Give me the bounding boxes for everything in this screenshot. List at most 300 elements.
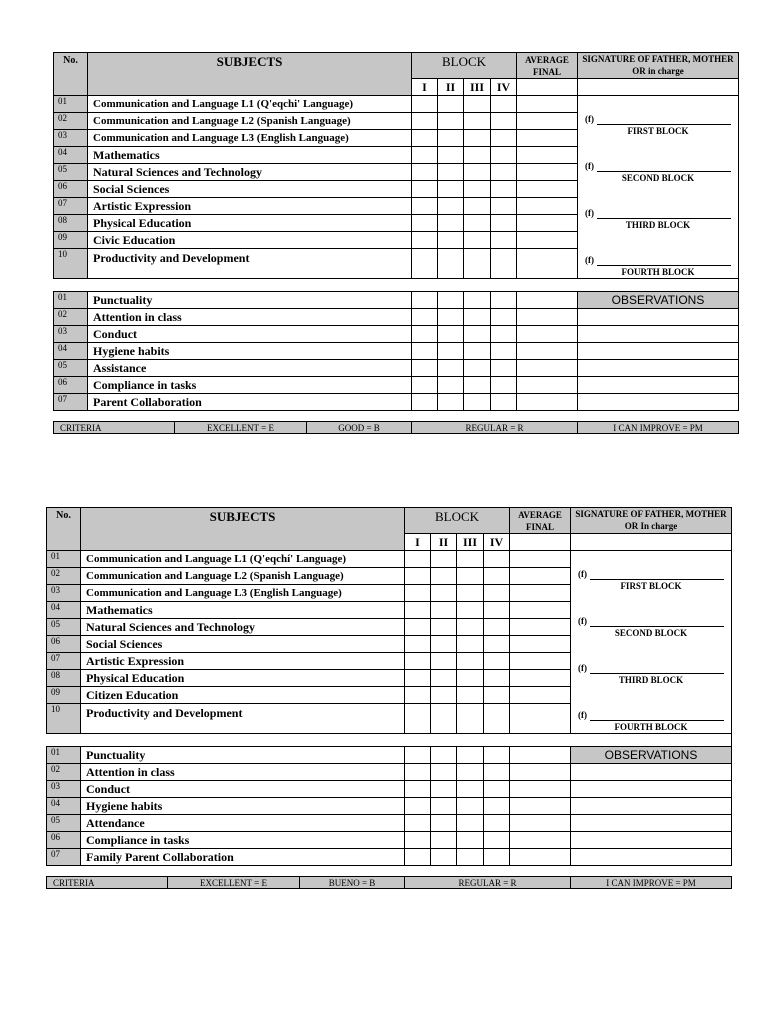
- observation-cell[interactable]: [571, 781, 732, 798]
- criteria-item: GOOD = B: [307, 422, 412, 434]
- grade-cell[interactable]: [405, 687, 431, 704]
- block-col-1: I: [412, 79, 438, 96]
- signature-block-label: THIRD BLOCK: [618, 675, 684, 685]
- habit-average-cell[interactable]: [517, 343, 578, 360]
- habit-grade-cell[interactable]: [405, 798, 431, 815]
- observation-cell[interactable]: [571, 798, 732, 815]
- subject-name: Civic Education: [88, 232, 412, 249]
- grade-cell[interactable]: [438, 232, 464, 249]
- subject-name: Communication and Language L1 (Q'eqchí' Language): [81, 551, 405, 568]
- grade-cell[interactable]: [484, 670, 510, 687]
- habit-average-cell[interactable]: [510, 815, 571, 832]
- observations-header: OBSERVATIONS: [578, 292, 739, 309]
- habit-average-cell[interactable]: [517, 377, 578, 394]
- block-col-3: III: [457, 534, 484, 551]
- grade-cell[interactable]: [464, 164, 491, 181]
- habit-average-cell[interactable]: [517, 292, 578, 309]
- grade-cell[interactable]: [412, 113, 438, 130]
- grade-cell[interactable]: [405, 619, 431, 636]
- signature-line: [597, 124, 731, 125]
- subject-row: [54, 96, 739, 113]
- grade-cell[interactable]: [412, 147, 438, 164]
- grade-cell[interactable]: [431, 636, 457, 653]
- header-no: No.: [54, 53, 88, 96]
- signature-line: [597, 265, 731, 266]
- habit-grade-cell[interactable]: [438, 360, 464, 377]
- habit-row: [54, 360, 739, 377]
- grade-cell[interactable]: [484, 653, 510, 670]
- habit-grade-cell[interactable]: [438, 292, 464, 309]
- block-col-3: III: [464, 79, 491, 96]
- grade-cell[interactable]: [431, 653, 457, 670]
- habit-grade-cell[interactable]: [431, 747, 457, 764]
- habit-name: Compliance in tasks: [88, 377, 412, 394]
- header-block: BLOCK: [412, 53, 517, 79]
- habit-grade-cell[interactable]: [464, 309, 491, 326]
- grade-cell[interactable]: [438, 147, 464, 164]
- habit-grade-cell[interactable]: [491, 394, 517, 411]
- habit-grade-cell[interactable]: [484, 781, 510, 798]
- habit-grade-cell[interactable]: [464, 377, 491, 394]
- habit-number: 03: [54, 326, 88, 343]
- average-cell[interactable]: [510, 602, 571, 619]
- block-col-4: IV: [491, 79, 517, 96]
- habit-row: [54, 309, 739, 326]
- header-no: No.: [47, 508, 81, 551]
- grade-cell[interactable]: [484, 551, 510, 568]
- habit-average-cell[interactable]: [517, 360, 578, 377]
- subject-number: 06: [47, 636, 81, 653]
- grade-cell[interactable]: [431, 568, 457, 585]
- average-cell[interactable]: [510, 653, 571, 670]
- subject-name: Communication and Language L2 (Spanish Language): [88, 113, 412, 130]
- habit-grade-cell[interactable]: [491, 326, 517, 343]
- criteria-item: BUENO = B: [300, 877, 405, 889]
- grade-cell[interactable]: [438, 249, 464, 279]
- habit-grade-cell[interactable]: [412, 309, 438, 326]
- habit-grade-cell[interactable]: [457, 781, 484, 798]
- habit-grade-cell[interactable]: [464, 292, 491, 309]
- habit-grade-cell[interactable]: [412, 343, 438, 360]
- subject-number: 03: [47, 585, 81, 602]
- habit-average-cell[interactable]: [510, 849, 571, 866]
- subject-number: 05: [47, 619, 81, 636]
- average-cell[interactable]: [510, 568, 571, 585]
- habit-grade-cell[interactable]: [412, 292, 438, 309]
- subject-name: Mathematics: [88, 147, 412, 164]
- grade-cell[interactable]: [457, 568, 484, 585]
- habit-row: [47, 798, 732, 815]
- subject-number: 04: [47, 602, 81, 619]
- grade-cell[interactable]: [405, 568, 431, 585]
- average-cell[interactable]: [517, 147, 578, 164]
- habit-number: 05: [47, 815, 81, 832]
- subject-name: Communication and Language L2 (Spanish Language): [81, 568, 405, 585]
- habit-name: Family Parent Collaboration: [81, 849, 405, 866]
- habit-grade-cell[interactable]: [438, 377, 464, 394]
- grade-cell[interactable]: [491, 198, 517, 215]
- grade-cell[interactable]: [491, 215, 517, 232]
- grade-cell[interactable]: [484, 602, 510, 619]
- subject-number: 10: [47, 704, 81, 734]
- signature-prefix: (f): [585, 161, 594, 171]
- observation-cell[interactable]: [578, 377, 739, 394]
- habit-row: [54, 377, 739, 394]
- grade-cell[interactable]: [431, 687, 457, 704]
- block-col-4: IV: [484, 534, 510, 551]
- grade-cell[interactable]: [457, 636, 484, 653]
- average-cell[interactable]: [517, 249, 578, 279]
- grade-cell[interactable]: [412, 215, 438, 232]
- signature-line: [590, 579, 724, 580]
- signature-prefix: (f): [585, 255, 594, 265]
- habit-grade-cell[interactable]: [491, 343, 517, 360]
- habit-number: 01: [54, 292, 88, 309]
- habit-grade-cell[interactable]: [457, 798, 484, 815]
- habit-grade-cell[interactable]: [412, 360, 438, 377]
- signature-prefix: (f): [585, 208, 594, 218]
- grade-cell[interactable]: [457, 704, 484, 734]
- grade-cell[interactable]: [464, 181, 491, 198]
- grade-cell[interactable]: [412, 130, 438, 147]
- subject-number: 05: [54, 164, 88, 181]
- subject-number: 06: [54, 181, 88, 198]
- subject-name: Mathematics: [81, 602, 405, 619]
- grade-cell[interactable]: [405, 653, 431, 670]
- grade-cell[interactable]: [491, 147, 517, 164]
- habit-average-cell[interactable]: [517, 326, 578, 343]
- grade-cell[interactable]: [431, 551, 457, 568]
- habit-grade-cell[interactable]: [431, 798, 457, 815]
- habit-number: 04: [47, 798, 81, 815]
- grade-cell[interactable]: [464, 130, 491, 147]
- habit-grade-cell[interactable]: [438, 309, 464, 326]
- habit-average-cell[interactable]: [510, 781, 571, 798]
- signature-block-label: SECOND BLOCK: [614, 628, 688, 638]
- habit-number: 03: [47, 781, 81, 798]
- habit-grade-cell[interactable]: [464, 326, 491, 343]
- habit-grade-cell[interactable]: [431, 781, 457, 798]
- habit-average-cell[interactable]: [510, 832, 571, 849]
- observation-cell[interactable]: [578, 343, 739, 360]
- habit-grade-cell[interactable]: [491, 360, 517, 377]
- grade-cell[interactable]: [464, 147, 491, 164]
- habit-grade-cell[interactable]: [484, 815, 510, 832]
- signature-line: [590, 720, 724, 721]
- subject-name: Communication and Language L3 (English Language): [88, 130, 412, 147]
- habit-grade-cell[interactable]: [438, 343, 464, 360]
- habit-name: Attention in class: [88, 309, 412, 326]
- subject-number: 07: [54, 198, 88, 215]
- criteria-item: CRITERIA: [54, 422, 175, 434]
- grade-cell[interactable]: [405, 704, 431, 734]
- habit-grade-cell[interactable]: [412, 326, 438, 343]
- grade-cell[interactable]: [464, 232, 491, 249]
- grade-cell[interactable]: [484, 704, 510, 734]
- criteria-item: EXCELLENT = E: [168, 877, 300, 889]
- header-signature: SIGNATURE OF FATHER, MOTHER OR In charge: [571, 508, 732, 534]
- header-signature: SIGNATURE OF FATHER, MOTHER OR in charge: [578, 53, 739, 79]
- grade-cell[interactable]: [484, 568, 510, 585]
- habit-number: 02: [54, 309, 88, 326]
- habit-row: [54, 326, 739, 343]
- subject-name: Social Sciences: [81, 636, 405, 653]
- observations-header: OBSERVATIONS: [571, 747, 732, 764]
- grade-cell[interactable]: [484, 619, 510, 636]
- average-subheader: [517, 79, 578, 96]
- habit-name: Punctuality: [81, 747, 405, 764]
- grade-cell[interactable]: [484, 687, 510, 704]
- habit-row: [54, 394, 739, 411]
- subject-name: Productivity and Development: [88, 249, 412, 279]
- criteria-item: CRITERIA: [47, 877, 168, 889]
- grade-cell[interactable]: [464, 198, 491, 215]
- average-cell[interactable]: [517, 215, 578, 232]
- subject-name: Natural Sciences and Technology: [81, 619, 405, 636]
- signature-prefix: (f): [578, 663, 587, 673]
- grade-cell[interactable]: [464, 96, 491, 113]
- grade-cell[interactable]: [412, 232, 438, 249]
- observation-cell[interactable]: [578, 394, 739, 411]
- signature-prefix: (f): [578, 710, 587, 720]
- grade-cell[interactable]: [405, 585, 431, 602]
- subject-name: Social Sciences: [88, 181, 412, 198]
- habit-grade-cell[interactable]: [457, 832, 484, 849]
- habit-grade-cell[interactable]: [412, 394, 438, 411]
- grade-cell[interactable]: [438, 215, 464, 232]
- grade-cell[interactable]: [457, 602, 484, 619]
- header-block: BLOCK: [405, 508, 510, 534]
- habit-number: 06: [54, 377, 88, 394]
- criteria-item: I CAN IMPROVE = PM: [578, 422, 739, 434]
- average-cell[interactable]: [510, 619, 571, 636]
- grade-cell[interactable]: [457, 653, 484, 670]
- habit-grade-cell[interactable]: [405, 815, 431, 832]
- grade-cell[interactable]: [438, 113, 464, 130]
- grade-cell[interactable]: [438, 130, 464, 147]
- observation-cell[interactable]: [578, 360, 739, 377]
- habit-grade-cell[interactable]: [484, 747, 510, 764]
- signature-subheader: [571, 534, 732, 551]
- subject-name: Communication and Language L1 (Q'eqchi' Language): [88, 96, 412, 113]
- habit-grade-cell[interactable]: [405, 832, 431, 849]
- report-card-2: [46, 507, 731, 889]
- grade-cell[interactable]: [464, 249, 491, 279]
- subject-number: 02: [47, 568, 81, 585]
- grade-cell[interactable]: [405, 636, 431, 653]
- grade-cell[interactable]: [438, 198, 464, 215]
- subject-number: 03: [54, 130, 88, 147]
- habit-grade-cell[interactable]: [464, 394, 491, 411]
- average-cell[interactable]: [517, 164, 578, 181]
- grade-cell[interactable]: [491, 164, 517, 181]
- grade-cell[interactable]: [412, 249, 438, 279]
- habit-name: Conduct: [88, 326, 412, 343]
- subject-name: Natural Sciences and Technology: [88, 164, 412, 181]
- habit-number: 05: [54, 360, 88, 377]
- block-col-2: II: [431, 534, 457, 551]
- habit-grade-cell[interactable]: [484, 832, 510, 849]
- signature-block-label: THIRD BLOCK: [625, 220, 691, 230]
- grade-cell[interactable]: [464, 113, 491, 130]
- average-cell[interactable]: [517, 181, 578, 198]
- habit-grade-cell[interactable]: [405, 849, 431, 866]
- grade-cell[interactable]: [431, 585, 457, 602]
- grade-cell[interactable]: [405, 602, 431, 619]
- habit-grade-cell[interactable]: [431, 832, 457, 849]
- average-cell[interactable]: [517, 232, 578, 249]
- subject-number: 01: [54, 96, 88, 113]
- grade-cell[interactable]: [464, 215, 491, 232]
- grade-cell[interactable]: [484, 585, 510, 602]
- average-cell[interactable]: [510, 585, 571, 602]
- habit-grade-cell[interactable]: [484, 849, 510, 866]
- grade-cell[interactable]: [491, 232, 517, 249]
- habit-grade-cell[interactable]: [491, 309, 517, 326]
- observation-cell[interactable]: [571, 764, 732, 781]
- subject-number: 09: [54, 232, 88, 249]
- grade-cell[interactable]: [438, 181, 464, 198]
- habit-grade-cell[interactable]: [484, 798, 510, 815]
- habit-row: [54, 343, 739, 360]
- average-cell[interactable]: [510, 687, 571, 704]
- habit-number: 07: [54, 394, 88, 411]
- habit-grade-cell[interactable]: [491, 377, 517, 394]
- observation-cell[interactable]: [571, 849, 732, 866]
- habit-grade-cell[interactable]: [431, 764, 457, 781]
- habit-grade-cell[interactable]: [457, 815, 484, 832]
- average-cell[interactable]: [510, 636, 571, 653]
- grade-cell[interactable]: [412, 164, 438, 181]
- habit-grade-cell[interactable]: [405, 747, 431, 764]
- habit-row: [47, 781, 732, 798]
- grade-cell[interactable]: [491, 96, 517, 113]
- subject-name: Productivity and Development: [81, 704, 405, 734]
- header-average-final: AVERAGE FINAL: [517, 53, 578, 79]
- observation-cell[interactable]: [578, 309, 739, 326]
- average-cell[interactable]: [517, 96, 578, 113]
- habit-row: [47, 815, 732, 832]
- header-average-final: AVERAGE FINAL: [510, 508, 571, 534]
- observation-cell[interactable]: [571, 832, 732, 849]
- grade-cell[interactable]: [491, 130, 517, 147]
- header-subjects: SUBJECTS: [88, 53, 412, 96]
- grade-cell[interactable]: [457, 670, 484, 687]
- subject-name: Communication and Language L3 (English Language): [81, 585, 405, 602]
- habit-grade-cell[interactable]: [431, 815, 457, 832]
- average-cell[interactable]: [510, 551, 571, 568]
- grade-cell[interactable]: [438, 96, 464, 113]
- grade-cell[interactable]: [457, 585, 484, 602]
- criteria-item: REGULAR = R: [405, 877, 571, 889]
- habit-grade-cell[interactable]: [431, 849, 457, 866]
- habit-grade-cell[interactable]: [464, 343, 491, 360]
- grade-cell[interactable]: [431, 602, 457, 619]
- habit-average-cell[interactable]: [510, 798, 571, 815]
- average-cell[interactable]: [517, 113, 578, 130]
- grade-cell[interactable]: [431, 619, 457, 636]
- habit-grade-cell[interactable]: [457, 747, 484, 764]
- grade-cell[interactable]: [457, 619, 484, 636]
- habit-grade-cell[interactable]: [491, 292, 517, 309]
- habit-name: Hygiene habits: [81, 798, 405, 815]
- grade-cell[interactable]: [405, 551, 431, 568]
- habit-grade-cell[interactable]: [457, 764, 484, 781]
- habit-grade-cell[interactable]: [484, 764, 510, 781]
- observation-cell[interactable]: [578, 326, 739, 343]
- average-cell[interactable]: [510, 704, 571, 734]
- grade-cell[interactable]: [405, 670, 431, 687]
- habit-name: Attendance: [81, 815, 405, 832]
- subject-number: 08: [54, 215, 88, 232]
- habit-grade-cell[interactable]: [405, 764, 431, 781]
- habit-average-cell[interactable]: [517, 394, 578, 411]
- subject-name: Citizen Education: [81, 687, 405, 704]
- subject-number: 08: [47, 670, 81, 687]
- signature-line: [597, 218, 731, 219]
- subject-number: 04: [54, 147, 88, 164]
- habit-row: [47, 849, 732, 866]
- grade-cell[interactable]: [491, 181, 517, 198]
- average-subheader: [510, 534, 571, 551]
- subjects-table: [46, 507, 732, 866]
- habit-grade-cell[interactable]: [405, 781, 431, 798]
- subject-number: 01: [47, 551, 81, 568]
- habit-number: 04: [54, 343, 88, 360]
- criteria-item: I CAN IMPROVE = PM: [571, 877, 732, 889]
- observation-cell[interactable]: [571, 815, 732, 832]
- signature-subheader: [578, 79, 739, 96]
- signature-block-label: FIRST BLOCK: [627, 126, 689, 136]
- signature-block-label: FOURTH BLOCK: [621, 267, 695, 277]
- habit-name: Conduct: [81, 781, 405, 798]
- grade-cell[interactable]: [491, 249, 517, 279]
- habit-number: 06: [47, 832, 81, 849]
- habit-grade-cell[interactable]: [438, 326, 464, 343]
- habit-grade-cell[interactable]: [412, 377, 438, 394]
- habit-average-cell[interactable]: [510, 764, 571, 781]
- habit-grade-cell[interactable]: [464, 360, 491, 377]
- signature-block-label: FIRST BLOCK: [620, 581, 682, 591]
- average-cell[interactable]: [517, 198, 578, 215]
- habit-grade-cell[interactable]: [438, 394, 464, 411]
- grade-cell[interactable]: [412, 96, 438, 113]
- block-col-1: I: [405, 534, 431, 551]
- grade-cell[interactable]: [491, 113, 517, 130]
- average-cell[interactable]: [517, 130, 578, 147]
- habit-name: Parent Collaboration: [88, 394, 412, 411]
- grade-cell[interactable]: [412, 198, 438, 215]
- grade-cell[interactable]: [412, 181, 438, 198]
- habit-average-cell[interactable]: [517, 309, 578, 326]
- habit-grade-cell[interactable]: [457, 849, 484, 866]
- habit-row: [54, 292, 739, 309]
- grade-cell[interactable]: [431, 670, 457, 687]
- habit-average-cell[interactable]: [510, 747, 571, 764]
- grade-cell[interactable]: [457, 551, 484, 568]
- habit-row: [47, 747, 732, 764]
- grade-cell[interactable]: [484, 636, 510, 653]
- grade-cell[interactable]: [438, 164, 464, 181]
- signature-area: [578, 96, 739, 279]
- habit-row: [47, 832, 732, 849]
- habit-name: Compliance in tasks: [81, 832, 405, 849]
- grade-cell[interactable]: [431, 704, 457, 734]
- average-cell[interactable]: [510, 670, 571, 687]
- report-card-1: [53, 52, 738, 434]
- grade-cell[interactable]: [457, 687, 484, 704]
- signature-area: [571, 551, 732, 734]
